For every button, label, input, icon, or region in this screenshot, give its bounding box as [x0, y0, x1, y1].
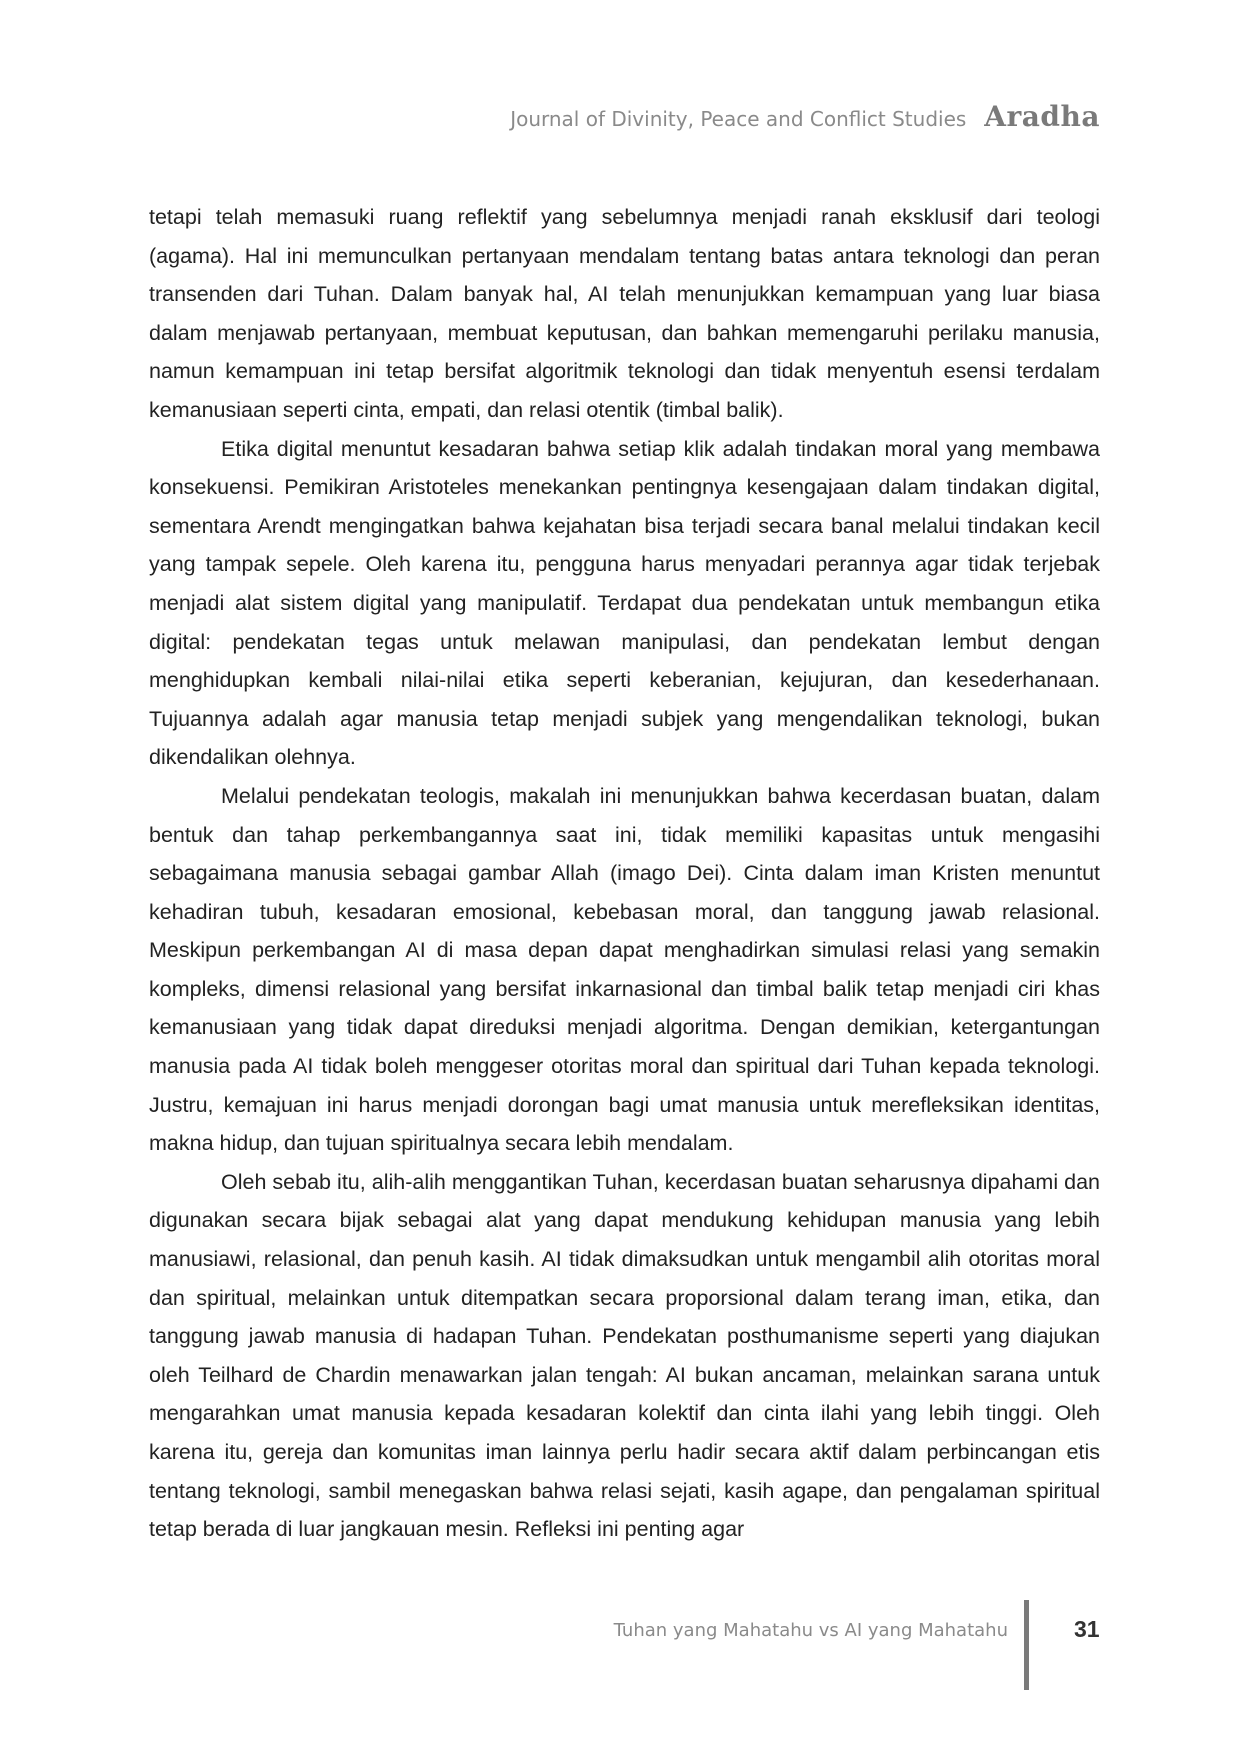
paragraph: Etika digital menuntut kesadaran bahwa setiap klik adalah tindakan moral yang membawa konsekuensi. Pemikiran Aristoteles menekankan pentingnya kesengajaan dalam tindakan digital, sementara Arendt mengingatkan bahwa kejahatan bisa terjadi secara banal melalui tindakan kecil yang tampak sepele. Oleh karena itu, pengguna harus menyadari perannya agar tidak terjebak menjadi alat sistem digital yang manipulatif. Terdapat dua pendekatan untuk membangun etika digital: pendekatan tegas untuk melawan manipulasi, dan pendekatan lembut dengan menghidupkan kembali nilai-nilai etika seperti keberanian, kejujuran, dan kesederhanaan. Tujuannya adalah agar manusia tetap menjadi subjek yang mengendalikan teknologi, bukan dikendalikan olehnya. — [149, 436, 1100, 770]
paragraph: Oleh sebab itu, alih-alih menggantikan Tuhan, kecerdasan buatan seharusnya dipahami dan digunakan secara bijak sebagai alat yang dapat mendukung kehidupan manusia yang lebih manusiawi, relasional, dan penuh kasih. AI tidak dimaksudkan untuk mengambil alih otoritas moral dan spiritual, melainkan untuk ditempatkan secara proporsional dalam terang iman, etika, dan tanggung jawab manusia di hadapan Tuhan. Pendekatan posthumanisme seperti yang diajukan oleh Teilhard de Chardin menawarkan jalan tengah: AI bukan ancaman, melainkan sarana untuk mengarahkan umat manusia kepada kesadaran kolektif dan cinta ilahi yang lebih tinggi. Oleh karena itu, gereja dan komunitas iman lainnya perlu hadir secara aktif dalam perbincangan etis tentang teknologi, sambil menegaskan bahwa relasi sejati, kasih agape, dan pengalaman spiritual tetap berada di luar jangkauan mesin. Refleksi ini penting agar — [149, 1169, 1100, 1542]
paragraph: tetapi telah memasuki ruang reflektif yang sebelumnya menjadi ranah eksklusif dari teologi (agama). Hal ini memunculkan pertanyaan mendalam tentang batas antara teknologi dan peran transenden dari Tuhan. Dalam banyak hal, AI telah menunjukkan kemampuan yang luar biasa dalam menjawab pertanyaan, membuat keputusan, dan bahkan memengaruhi perilaku manusia, namun kemampuan ini tetap bersifat algoritmik teknologi dan tidak menyentuh esensi terdalam kemanusiaan seperti cinta, empati, dan relasi otentik (timbal balik). — [149, 205, 1100, 422]
footer-divider — [1024, 1600, 1029, 1690]
journal-name: Journal of Divinity, Peace and Conflict Studies — [510, 107, 967, 131]
journal-logo: Aradha — [984, 100, 1100, 133]
page-number: 31 — [1074, 1616, 1100, 1642]
page-header — [510, 100, 1100, 133]
running-footer-title: Tuhan yang Mahatahu vs AI yang Mahatahu — [613, 1620, 1008, 1641]
paragraph: Melalui pendekatan teologis, makalah ini menunjukkan bahwa kecerdasan buatan, dalam bentuk dan tahap perkembangannya saat ini, tidak memiliki kapasitas untuk mengasihi sebagaimana manusia sebagai gambar Allah (imago Dei). Cinta dalam iman Kristen menuntut kehadiran tubuh, kesadaran emosional, kebebasan moral, dan tanggung jawab relasional. Meskipun perkembangan AI di masa depan dapat menghadirkan simulasi relasi yang semakin kompleks, dimensi relasional yang bersifat inkarnasional dan timbal balik tetap menjadi ciri khas kemanusiaan yang tidak dapat direduksi menjadi algoritma. Dengan demikian, ketergantungan manusia pada AI tidak boleh menggeser otoritas moral dan spiritual dari Tuhan kepada teknologi. Justru, kemajuan ini harus menjadi dorongan bagi umat manusia untuk merefleksikan identitas, makna hidup, dan tujuan spiritualnya secara lebih mendalam. — [149, 783, 1100, 1156]
body-text — [149, 198, 1100, 1549]
